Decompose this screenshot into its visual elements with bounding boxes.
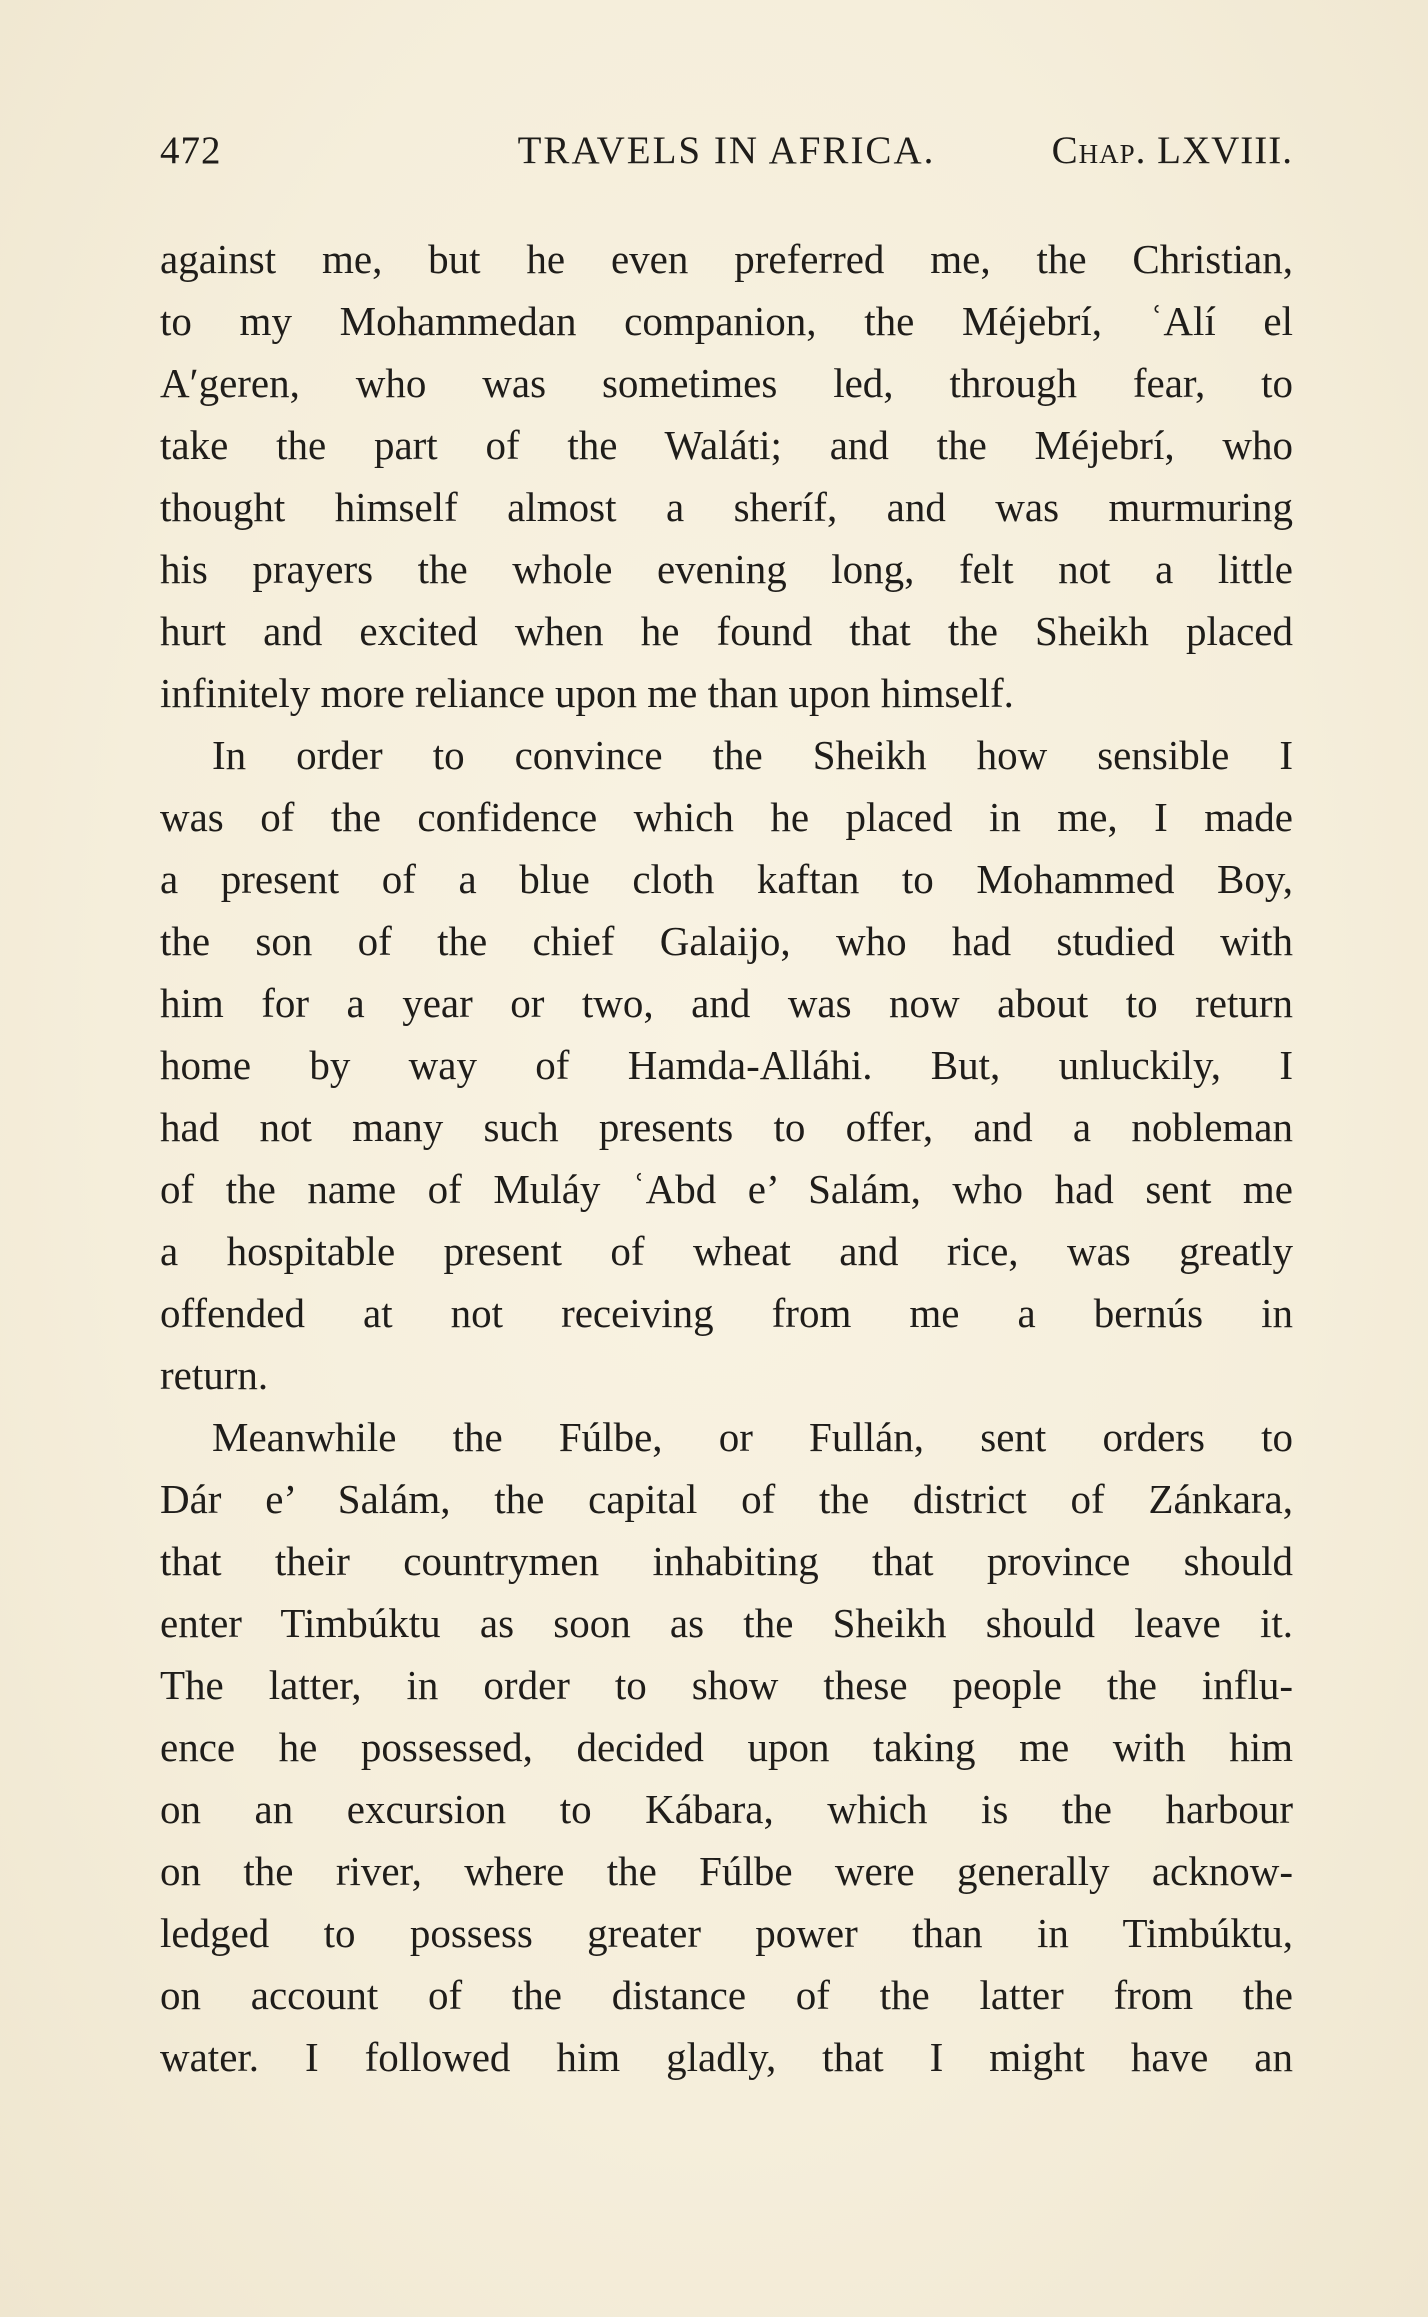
text-line: home by way of Hamda-Alláhi. But, unluckily, I — [160, 1042, 1293, 1088]
text-line: infinitely more reliance upon me than upon himself. — [160, 670, 1014, 716]
running-title: TRAVELS IN AFRICA. — [517, 129, 936, 172]
chapter-label: Chap. LXVIII. — [1051, 129, 1293, 172]
text-line: return. — [160, 1352, 269, 1398]
paragraph — [160, 724, 1293, 1406]
text-line: that their countrymen inhabiting that province should — [160, 1538, 1293, 1584]
text-line: was of the confidence which he placed in me, I made — [160, 794, 1293, 840]
text-line: the son of the chief Galaijo, who had studied with — [160, 918, 1293, 964]
text-line: thought himself almost a sheríf, and was murmuring — [160, 484, 1293, 530]
page-number: 472 — [160, 129, 222, 172]
text-line: water. I followed him gladly, that I might have an — [160, 2034, 1293, 2080]
text-line: Aʹgeren, who was sometimes led, through fear, to — [160, 360, 1293, 406]
text-line: a hospitable present of wheat and rice, was greatly — [160, 1228, 1293, 1274]
text-line: ence he possessed, decided upon taking me with him — [160, 1724, 1293, 1770]
text-line: hurt and excited when he found that the Sheikh placed — [160, 608, 1293, 654]
paragraph — [160, 1406, 1293, 2088]
text-line: to my Mohammedan companion, the Méjebrí, ʿAlí el — [160, 298, 1293, 344]
text-line: had not many such presents to offer, and a nobleman — [160, 1104, 1293, 1150]
text-line: a present of a blue cloth kaftan to Mohammed Boy, — [160, 856, 1293, 902]
page-header — [160, 128, 1293, 188]
text-line: against me, but he even preferred me, the Christian, — [160, 236, 1293, 282]
text-line: offended at not receiving from me a bernús in — [160, 1290, 1293, 1336]
paragraph — [160, 228, 1293, 724]
text-line: Meanwhile the Fúlbe, or Fullán, sent orders to — [212, 1414, 1293, 1460]
text-line: ledged to possess greater power than in Timbúktu, — [160, 1910, 1293, 1956]
text-line: take the part of the Waláti; and the Méjebrí, who — [160, 422, 1293, 468]
text-line: on an excursion to Kábara, which is the harbour — [160, 1786, 1293, 1832]
text-line: his prayers the whole evening long, felt not a little — [160, 546, 1293, 592]
text-line: enter Timbúktu as soon as the Sheikh should leave it. — [160, 1600, 1293, 1646]
text-line: In order to convince the Sheikh how sensible I — [212, 732, 1293, 778]
body-text — [160, 228, 1293, 2088]
text-line: of the name of Muláy ʿAbd e’ Salám, who had sent me — [160, 1166, 1293, 1212]
text-line: on account of the distance of the latter from the — [160, 1972, 1293, 2018]
text-line: on the river, where the Fúlbe were generally acknow- — [160, 1848, 1293, 1894]
text-line: him for a year or two, and was now about to return — [160, 980, 1293, 1026]
text-line: The latter, in order to show these people the influ- — [160, 1662, 1293, 1708]
text-line: Dár e’ Salám, the capital of the district of Zánkara, — [160, 1476, 1293, 1522]
